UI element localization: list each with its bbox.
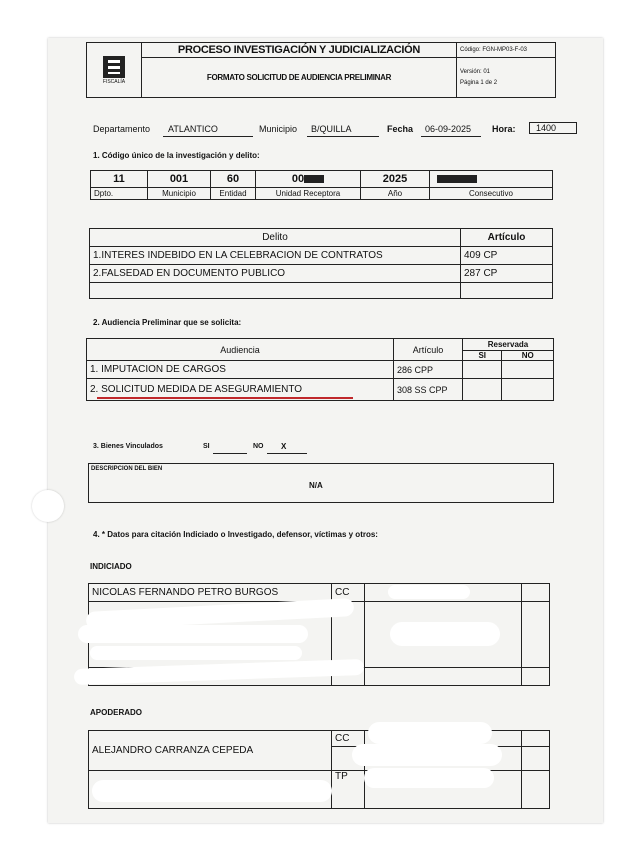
articulo-row-2: 287 CP — [461, 265, 553, 283]
label-dpto: Dpto. — [91, 188, 148, 200]
apoderado-doc-cc: CC — [332, 731, 365, 747]
redaction-mark — [388, 585, 470, 599]
redaction-mark — [368, 722, 492, 744]
label-municipio: Municipio — [148, 188, 211, 200]
bienes-desc-label: DESCRIPCION DEL BIEN — [91, 466, 163, 472]
reservada-header: Reservada — [463, 339, 554, 351]
si-header: SI — [463, 351, 502, 361]
logo-cell — [87, 43, 142, 98]
form-page-number: Página 1 de 2 — [460, 79, 498, 86]
fecha-label: Fecha — [387, 124, 414, 134]
audiencia-row-2 — [87, 379, 394, 401]
indiciado-label: INDICIADO — [90, 562, 132, 571]
apoderado-doc-tp: TP — [332, 771, 365, 809]
code-consecutivo — [430, 171, 553, 188]
redaction-mark — [90, 646, 302, 660]
edge-circle — [32, 490, 64, 522]
redaction-mark — [390, 622, 500, 646]
delito-header: Delito — [90, 229, 461, 247]
header-table — [86, 42, 556, 98]
form-title: PROCESO INVESTIGACIÓN Y JUDICIALIZACIÓN — [142, 43, 457, 58]
label-anio: Año — [361, 188, 430, 200]
apoderado-name: ALEJANDRO CARRANZA CEPEDA — [89, 731, 332, 771]
code-municipio: 001 — [148, 171, 211, 188]
municipio-label: Municipio — [259, 124, 298, 134]
apoderado-label: APODERADO — [90, 708, 143, 717]
articulo-row-1: 409 CP — [461, 247, 553, 265]
code-unidad-value: 00 — [291, 173, 305, 185]
code-table — [90, 170, 553, 200]
redaction-mark — [364, 768, 494, 788]
redaction-bar — [437, 175, 477, 183]
hora-label: Hora: — [492, 124, 516, 134]
municipio-value: B/QUILLA — [311, 124, 352, 134]
audiencia-row-2-text: 2. SOLICITUD MEDIDA DE ASEGURAMIENTO — [90, 384, 303, 395]
delito-row-2: 2.FALSEDAD EN DOCUMENTO PUBLICO — [90, 265, 461, 283]
code-dpto: 11 — [91, 171, 148, 188]
fecha-value: 06-09-2025 — [425, 124, 472, 134]
label-unidad: Unidad Receptora — [256, 188, 361, 200]
label-consecutivo: Consecutivo — [430, 188, 553, 200]
bienes-desc-box — [88, 463, 554, 503]
delito-row-empty — [90, 283, 461, 299]
code-unidad — [256, 171, 361, 188]
departamento-label: Departamento — [93, 124, 151, 134]
audiencia-articulo-1: 286 CPP — [394, 361, 463, 379]
bienes-no-label: NO — [253, 443, 264, 450]
redaction-mark — [78, 625, 308, 643]
articulo-row-empty — [461, 283, 553, 299]
no-header: NO — [502, 351, 554, 361]
redaction-mark — [92, 780, 332, 802]
audiencia-articulo-2: 308 SS CPP — [394, 379, 463, 401]
indiciado-name: NICOLAS FERNANDO PETRO BURGOS — [89, 584, 332, 602]
section4-title: 4. * Datos para citación Indiciado o Investigado, defensor, víctimas y otros: — [93, 530, 378, 539]
form-version: Versión: 01 — [460, 68, 491, 75]
departamento-value: ATLANTICO — [168, 124, 218, 134]
section3-line — [93, 443, 333, 457]
section1-title: 1. Código único de la investigación y delito: — [93, 151, 260, 160]
form-version-page — [457, 58, 556, 98]
audiencia-row-1: 1. IMPUTACION DE CARGOS — [87, 361, 394, 379]
label-entidad: Entidad — [211, 188, 256, 200]
code-entidad: 60 — [211, 171, 256, 188]
hora-value: 1400 — [529, 122, 577, 134]
delito-row-1: 1.INTERES INDEBIDO EN LA CELEBRACION DE CONTRATOS — [90, 247, 461, 265]
code-anio: 2025 — [361, 171, 430, 188]
delitos-table — [89, 228, 553, 299]
section2-title: 2. Audiencia Preliminar que se solicita: — [93, 318, 242, 327]
articulo-header: Artículo — [461, 229, 553, 247]
audiencia-header: Audiencia — [87, 339, 394, 361]
bienes-label: 3. Bienes Vinculados — [93, 443, 163, 450]
logo-text: FISCALÍA — [102, 78, 126, 85]
bienes-si-label: SI — [203, 443, 210, 450]
bienes-desc-value: N/A — [309, 481, 323, 490]
red-underline — [97, 397, 353, 399]
form-subtitle: FORMATO SOLICITUD DE AUDIENCIA PRELIMINAR — [142, 58, 457, 98]
redaction-bar — [304, 175, 324, 183]
audiencia-table — [86, 338, 554, 401]
redaction-mark — [352, 744, 502, 766]
indiciado-doc-type: CC — [332, 584, 365, 602]
form-code: Código: FGN-MP03-F-03 — [457, 43, 556, 58]
bienes-no-value: X — [281, 442, 287, 451]
articulo-header-2: Artículo — [394, 339, 463, 361]
fiscalia-logo — [103, 56, 125, 78]
location-line — [93, 124, 583, 140]
